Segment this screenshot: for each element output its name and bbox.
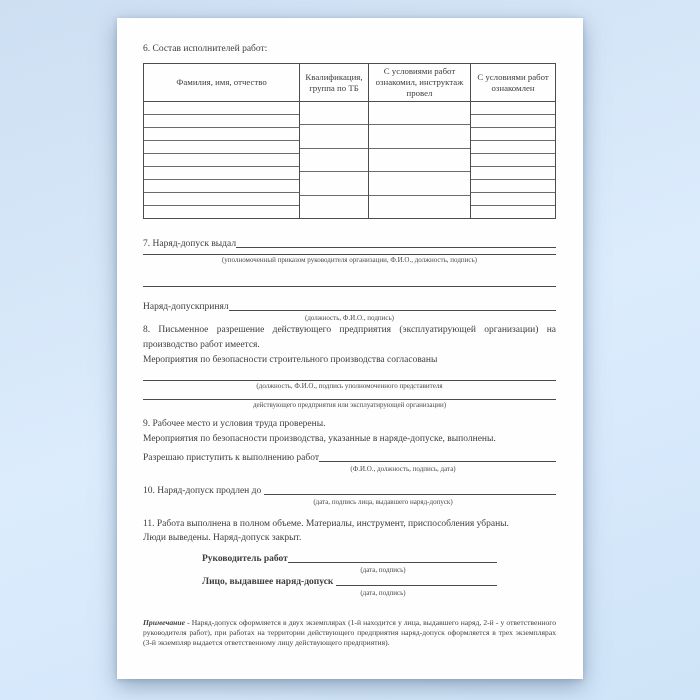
table-empty-cell <box>300 172 368 195</box>
section8-paragraph: 8. Письменное разрешение действующего предприятия (эксплуатирующей организации) на производство работ имеется. <box>143 325 556 350</box>
work-head-label: Руководитель работ <box>202 554 288 564</box>
table-empty-cell <box>144 102 299 115</box>
permit-accepted-label: Наряд-допускпринял <box>143 302 229 312</box>
table-empty-cell <box>369 172 470 195</box>
table-header-cell: Фамилия, имя, отчество <box>144 64 299 102</box>
table-empty-cell <box>300 102 368 125</box>
table-empty-cell <box>471 180 555 193</box>
section9-line2: Мероприятия по безопасности производства, указанные в наряде-допуске, выполнены. <box>143 433 496 444</box>
work-head-blank-line <box>288 553 497 563</box>
table-empty-cell <box>300 149 368 172</box>
permit-issued-blank-line <box>236 238 556 248</box>
footnote-label: Примечание <box>143 618 185 627</box>
table-empty-cell <box>471 206 555 218</box>
permit-start-label: Разрешаю приступить к выполнению работ <box>143 453 319 463</box>
table-column <box>144 64 300 218</box>
executors-table <box>143 63 556 219</box>
blank-rule-line <box>143 254 556 255</box>
work-head-caption: (дата, подпись) <box>360 566 406 574</box>
table-empty-cell <box>144 167 299 180</box>
table-header-cell: С условиями работ ознакомлен <box>471 64 555 102</box>
section9-paragraph <box>143 417 556 446</box>
permit-issued-caption: (уполномоченный приказом руководителя организации, Ф.И.О., должность, подпись) <box>221 256 478 264</box>
section8-caption2: действующего предприятия или эксплуатирующей организации) <box>252 401 447 409</box>
blank-rule-line <box>143 286 556 287</box>
table-empty-cell <box>369 149 470 172</box>
permit-accepted-caption: (должность, Ф.И.О., подпись) <box>304 314 395 322</box>
table-column <box>471 64 555 218</box>
section9-line1: 9. Рабочее место и условия труда проверены. <box>143 419 326 429</box>
table-empty-cell <box>471 193 555 206</box>
table-empty-cell <box>471 115 555 128</box>
blank-rule-line <box>143 399 556 400</box>
section11-paragraph <box>143 517 556 545</box>
table-empty-cell <box>144 206 299 218</box>
table-empty-cell <box>144 193 299 206</box>
table-empty-cell <box>144 141 299 154</box>
table-column <box>369 64 471 218</box>
permit-extended-blank-line <box>264 485 556 495</box>
table-empty-cell <box>471 141 555 154</box>
permit-start-blank-line <box>319 452 556 462</box>
permit-start-row <box>143 452 556 464</box>
table-empty-cell <box>144 180 299 193</box>
table-column-body <box>144 102 299 218</box>
section8-caption1: (должность, Ф.И.О., подпись уполномоченного представителя <box>256 382 443 390</box>
table-empty-cell <box>471 102 555 115</box>
section11-line2: Люди выведены. Наряд-допуск закрыт. <box>143 533 302 543</box>
table-empty-cell <box>369 125 470 148</box>
table-empty-cell <box>369 196 470 218</box>
table-column-body <box>369 102 470 218</box>
permit-issuer-row <box>202 576 497 588</box>
document-page <box>117 18 583 679</box>
table-empty-cell <box>369 102 470 125</box>
table-empty-cell <box>471 154 555 167</box>
section6-title: 6. Состав исполнителей работ: <box>143 44 268 54</box>
permit-issued-row <box>143 238 556 250</box>
blank-rule-line <box>143 380 556 381</box>
footnote-text: - Наряд-допуск оформляется в двух экземплярах (1-й находится у лица, выдавшего наряд, 2-й - у ответственного руководителя работ), при работах на территории действующего предприятия наряд-допуск оформляется в трех экземплярах (3-й экземпляр выдается ответственному лицу действующего предприятия). <box>143 618 556 647</box>
permit-issuer-blank-line <box>336 576 497 586</box>
permit-start-caption: (Ф.И.О., должность, подпись, дата) <box>350 465 456 473</box>
table-empty-cell <box>300 125 368 148</box>
permit-issued-label: 7. Наряд-допуск выдал <box>143 239 237 249</box>
section8-agreed-line: Мероприятия по безопасности строительного производства согласованы <box>143 355 438 365</box>
footnote <box>143 618 556 648</box>
table-empty-cell <box>471 167 555 180</box>
work-head-row <box>202 553 497 565</box>
table-empty-cell <box>144 154 299 167</box>
permit-extended-caption: (дата, подпись лица, выдавшего наряд-допуск) <box>313 498 453 506</box>
permit-accepted-row <box>143 301 556 313</box>
table-empty-cell <box>471 128 555 141</box>
table-header-cell: Квалификация, группа по ТБ <box>300 64 368 102</box>
permit-extended-label: 10. Наряд-допуск продлен до <box>143 486 264 496</box>
table-header-cell: С условиями работ ознакомил, инструктаж провел <box>369 64 470 102</box>
table-empty-cell <box>144 115 299 128</box>
permit-accepted-blank-line <box>229 301 556 311</box>
table-empty-cell <box>144 128 299 141</box>
permit-issuer-caption: (дата, подпись) <box>360 589 406 597</box>
table-column <box>300 64 369 218</box>
table-empty-cell <box>300 196 368 218</box>
table-column-body <box>471 102 555 218</box>
table-column-body <box>300 102 368 218</box>
permit-extended-row <box>143 485 556 497</box>
permit-issuer-label: Лицо, выдавшее наряд-допуск <box>202 577 336 587</box>
section11-line1: 11. Работа выполнена в полном объеме. Материалы, инструмент, приспособления убраны. <box>143 519 509 529</box>
